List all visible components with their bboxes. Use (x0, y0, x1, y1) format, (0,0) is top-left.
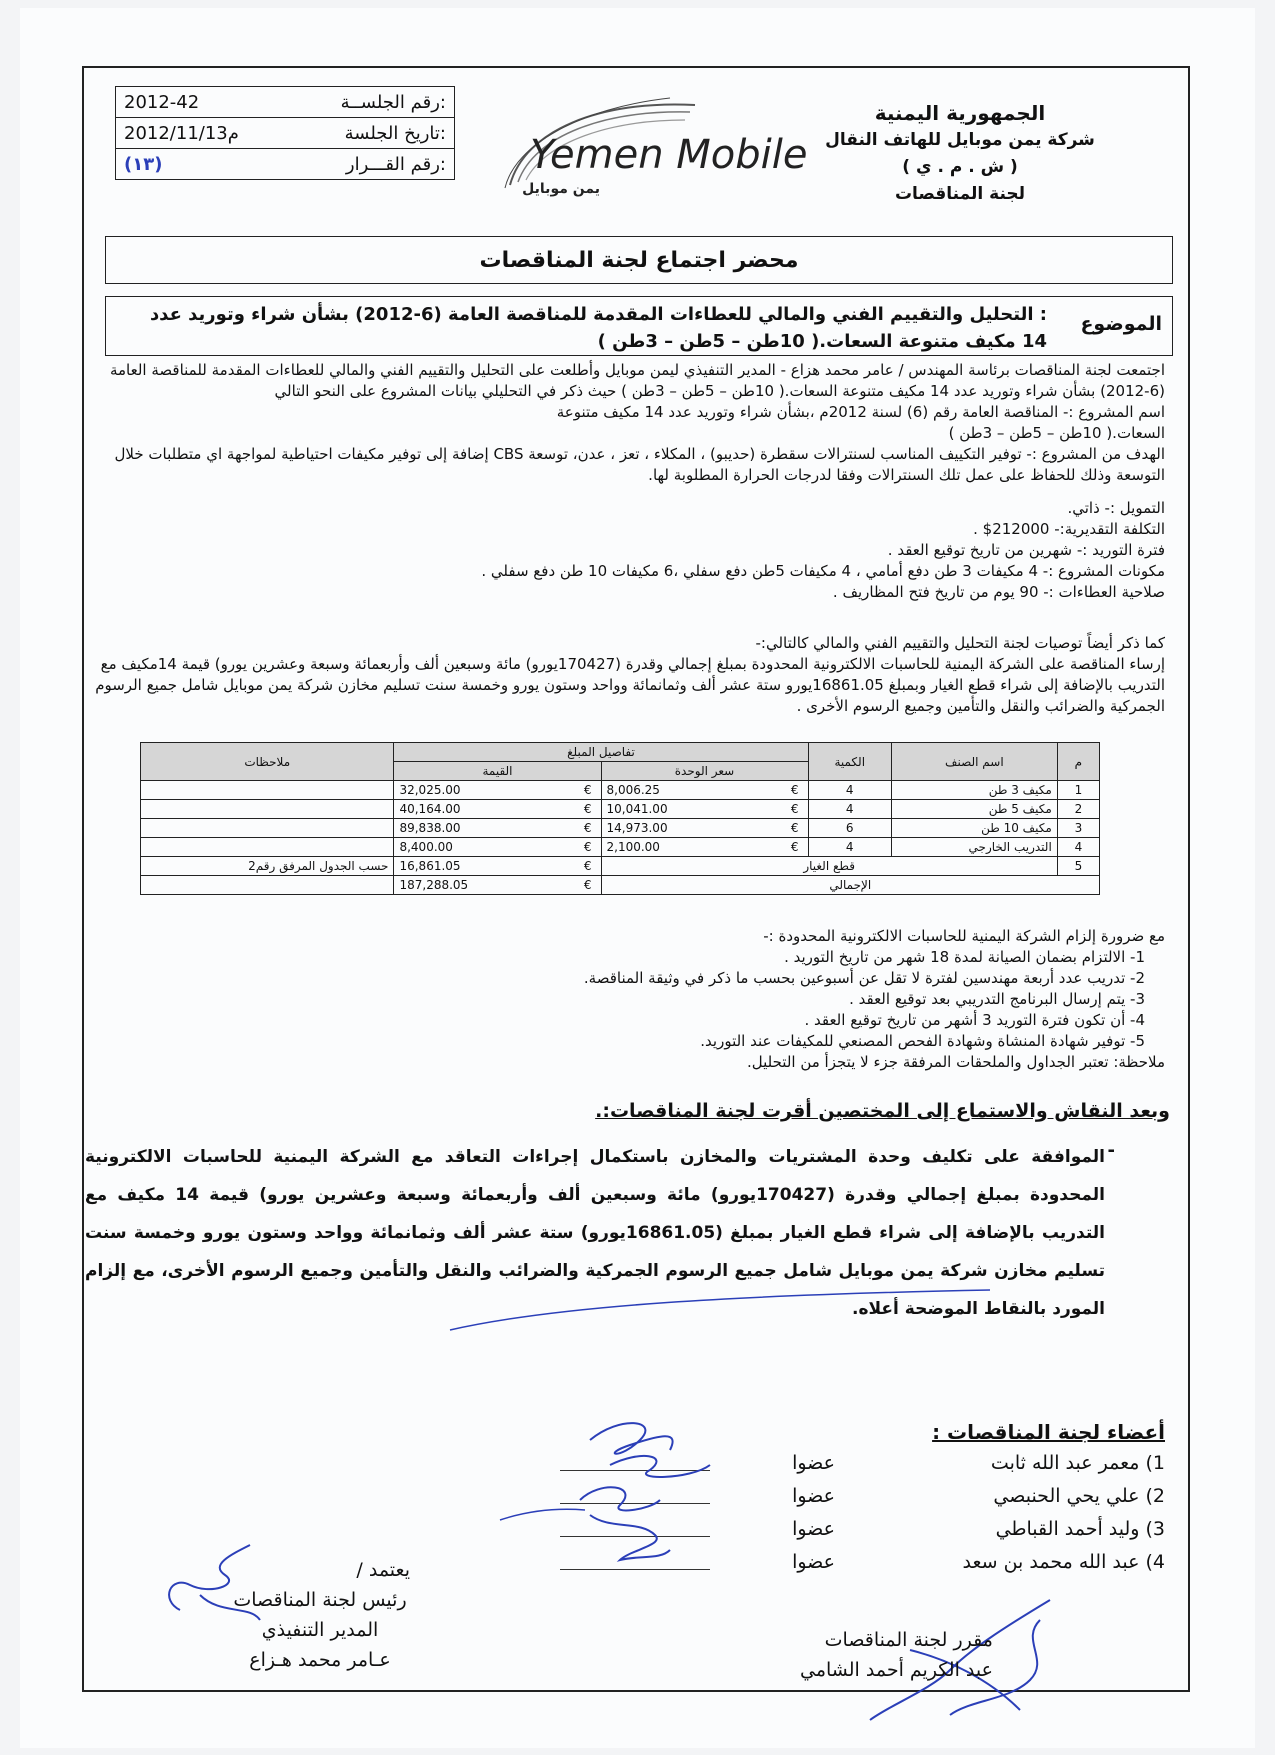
member-signatures (490, 1410, 730, 1580)
member-role: عضوا (792, 1518, 835, 1540)
reporter-title: مقرر لجنة المناقصات (824, 1629, 993, 1651)
members-title: أعضاء لجنة المناقصات : (932, 1420, 1165, 1444)
row-item: مكيف 3 طن (891, 781, 1057, 800)
member-role: عضوا (792, 1452, 835, 1474)
table-row (141, 838, 1100, 857)
row-value: 8,400.00 € (394, 838, 601, 857)
member-name: 4) عبد الله محمد بن سعد (962, 1551, 1165, 1573)
member-name: 1) معمر عبد الله ثابت (990, 1452, 1165, 1474)
row-no: 3 (1057, 819, 1099, 838)
member-role: عضوا (792, 1485, 835, 1507)
session-number-label: رقم الجلســة: (340, 91, 446, 113)
condition-item: 5- توفير شهادة المنشاة وشهادة الفحص المصنعي للمكيفات عند التوريد. (700, 1032, 1145, 1050)
row-qty: 4 (808, 800, 891, 819)
logo-arabic: يمن موبايل (522, 181, 600, 197)
row-qty: 4 (808, 781, 891, 800)
funding: التمويل :- ذاتي. (1067, 499, 1165, 517)
condition-item: 4- أن تكون فترة التوريد 3 أشهر من تاريخ توقيع العقد . (804, 1011, 1145, 1029)
table-row (141, 781, 1100, 800)
condition-item: 1- الالتزام بضمان الصيانة لمدة 18 شهر من تاريخ التوريد . (784, 948, 1145, 966)
row-no: 5 (1057, 857, 1099, 876)
recommendations-intro: كما ذكر أيضاً توصيات لجنة التحليل والتقييم الفني والمالي كالتالي:- (755, 634, 1165, 652)
row-item: مكيف 5 طن (891, 800, 1057, 819)
member-name: 2) علي يحي الحنبصي (993, 1485, 1165, 1507)
recommendations-text: إرساء المناقصة على الشركة اليمنية للحاسبات الالكترونية المحدودة بمبلغ إجمالي وقدرة (170427يورو) مائة وسبعين ألف وأربعمائة وسبعة وعشرين يورو) قيمة 14مكيف مع التدريب بالإضافة إلى شراء قطع الغيار وبمبلغ 16861.05يورو ستة عشر ألف وثمانمائة وواحد وستون يورو وخمسة سنت تسليم مخازن شركة يمن موبايل شامل جميع الرسوم الجمركية والضرائب والنقل والتأمين وجميع الرسوم الأخرى . (95, 655, 1165, 715)
approval-block (220, 1555, 420, 1675)
session-date-label: تاريخ الجلسة: (344, 122, 446, 144)
country-name: الجمهورية اليمنية (874, 101, 1046, 125)
row-notes (141, 800, 394, 819)
yemen-mobile-logo (490, 90, 808, 200)
committee-name: لجنة المناقصات (894, 184, 1026, 204)
row-no: 2 (1057, 800, 1099, 819)
row-value: 16,861.05 € (394, 857, 601, 876)
approval-title: رئيس لجنة المناقصات (233, 1589, 407, 1611)
member-name: 3) وليد أحمد القباطي (995, 1518, 1165, 1540)
approval-position: المدير التنفيذي (261, 1619, 379, 1641)
row-item: قطع الغيار (601, 857, 1057, 876)
reporter-block (800, 1625, 993, 1685)
body-section (85, 360, 1165, 717)
subject-box (105, 296, 1173, 356)
table-total-row (141, 876, 1100, 895)
col-value: القيمة (394, 762, 601, 781)
row-qty: 6 (808, 819, 891, 838)
row-item: التدريب الخارجي (891, 838, 1057, 857)
project-goal: الهدف من المشروع :- توفير التكييف المناسب لسنترالات سقطرة (حديبو) ، المكلاء ، تعز ، عدن، توسعة CBS إضافة إلى توفير مكيفات احتياطية لمواجهة اي متطلبات خلال التوسعة وذلك للحفاظ على عمل تلك السنترالات وفقا لدرجات الحرارة المطلوبة لها. (114, 445, 1165, 484)
table-row (141, 800, 1100, 819)
project-name: اسم المشروع :- المناقصة العامة رقم (6) لسنة 2012م ،بشأن شراء وتوريد عدد 14 مكيف متنوعة السعات.( 10طن – 5طن – 3طن ) (556, 403, 1165, 442)
row-unit-price: 10,041.00 € (601, 800, 808, 819)
member-role: عضوا (792, 1551, 835, 1573)
document-title: محضر اجتماع لجنة المناقصات (105, 236, 1173, 284)
session-number: 2012-42 (124, 91, 200, 113)
bids-validity: صلاحية العطاءات :- 90 يوم من تاريخ فتح المظاريف . (832, 583, 1165, 601)
row-item: مكيف 10 طن (891, 819, 1057, 838)
row-notes: حسب الجدول المرفق رقم2 (141, 857, 394, 876)
row-value: 40,164.00 € (394, 800, 601, 819)
decision-heading: وبعد النقاش والاستماع إلى المختصين أقرت لجنة المناقصات:. (595, 1100, 1170, 1122)
row-notes (141, 819, 394, 838)
session-meta-table (115, 86, 455, 180)
row-notes (141, 781, 394, 800)
table-row (141, 819, 1100, 838)
row-qty: 4 (808, 838, 891, 857)
decision-bullet: - (1107, 1140, 1115, 1161)
items-table (140, 742, 1100, 895)
col-no: م (1057, 743, 1099, 781)
company-name: شركة يمن موبايل للهاتف النقال (825, 130, 1095, 150)
subject-label: الموضوع (1080, 313, 1162, 335)
col-unit-price: سعر الوحدة (601, 762, 808, 781)
project-components: مكونات المشروع :- 4 مكيفات 3 طن دفع أمامي ، 4 مكيفات 5طن دفع سفلي ،6 مكيفات 10 طن دفع سفلي . (481, 562, 1165, 580)
row-notes (141, 838, 394, 857)
table-row (141, 857, 1100, 876)
subject-text: : التحليل والتقييم الفني والمالي للعطاءات المقدمة للمناقصة العامة (6-2012) بشأن شراء وتوريد عدد 14 مكيف متنوعة السعات.( 10طن – 5طن – 3طن ) (149, 304, 1047, 352)
intro-paragraph: اجتمعت لجنة المناقصات برئاسة المهندس / عامر محمد هزاع - المدير التنفيذي ليمن موبايل وأطلعت على التحليل والتقييم الفني والمالي للعطاءات المقدمة للمناقصة العامة (6-2012) بشأن شراء وتوريد عدد 14 مكيف متنوعة السعات.( 10طن – 5طن – 3طن ) حيث ذكر في التحليلي بيانات المشروع على النحو التالي (109, 361, 1165, 400)
conditions-intro: مع ضرورة إلزام الشركة اليمنية للحاسبات الالكترونية المحدودة :- (763, 927, 1165, 945)
pen-stroke (440, 1285, 1000, 1345)
row-value: 89,838.00 € (394, 819, 601, 838)
row-unit-price: 14,973.00 € (601, 819, 808, 838)
row-no: 1 (1057, 781, 1099, 800)
total-value: 187,288.05 € (394, 876, 601, 895)
condition-item: 3- يتم إرسال البرنامج التدريبي بعد توقيع العقد . (849, 990, 1145, 1008)
approval-name: عـامر محمد هـزاع (249, 1649, 391, 1671)
row-value: 32,025.00 € (394, 781, 601, 800)
col-notes: ملاحظات (141, 743, 394, 781)
col-amount-details: تفاصيل المبلغ (394, 743, 808, 762)
logo-wordmark: Yemen Mobile (530, 132, 808, 178)
total-label: الإجمالي (601, 876, 1100, 895)
decision-number-label: رقم القـــرار: (345, 153, 446, 175)
decision-text: الموافقة على تكليف وحدة المشتريات والمخازن باستكمال إجراءات التعاقد مع الشركة اليمنية للحاسبات الالكترونية المحدودة بمبلغ إجمالي وقدرة (170427يورو) مائة وسبعين ألف وأربعمائة وسبعة وعشرين يورو) قيمة 14 مكيف مع التدريب بالإضافة إلى شراء قطع الغيار بمبلغ (16861.05يورو) ستة عشر ألف وثمانمائة وواحد وستون يورو وخمسة سنت تسليم مخازن شركة يمن موبايل شامل جميع الرسوم الجمركية والضرائب والنقل والتأمين وجميع الرسوم الأخرى، مع إلزام المورد بالنقاط الموضحة أعلاه. (85, 1147, 1105, 1319)
approval-label: يعتمد / (356, 1559, 410, 1581)
estimated-cost: التكلفة التقديرية:- 212000$ . (973, 520, 1165, 538)
total-notes (141, 876, 394, 895)
conditions-note: ملاحظة: تعتبر الجداول والملحقات المرفقة جزء لا يتجزأ من التحليل. (747, 1053, 1165, 1071)
condition-item: 2- تدريب عدد أربعة مهندسين لفترة لا تقل عن أسبوعين بحسب ما ذكر في وثيقة المناقصة. (583, 969, 1145, 987)
header-company-block (780, 100, 1140, 208)
supply-period: فترة التوريد :- شهرين من تاريخ توقيع العقد . (887, 541, 1165, 559)
row-unit-price: 2,100.00 € (601, 838, 808, 857)
col-item: اسم الصنف (891, 743, 1057, 781)
row-no: 4 (1057, 838, 1099, 857)
conditions-section (85, 926, 1165, 1073)
decision-number: (١٣) (124, 153, 163, 175)
company-type: ( ش . م . ي ) (902, 157, 1018, 177)
reporter-name: عبد الكريم أحمد الشامي (800, 1659, 993, 1681)
session-date: 2012/11/13م (124, 122, 239, 144)
col-qty: الكمية (808, 743, 891, 781)
row-unit-price: 8,006.25 € (601, 781, 808, 800)
